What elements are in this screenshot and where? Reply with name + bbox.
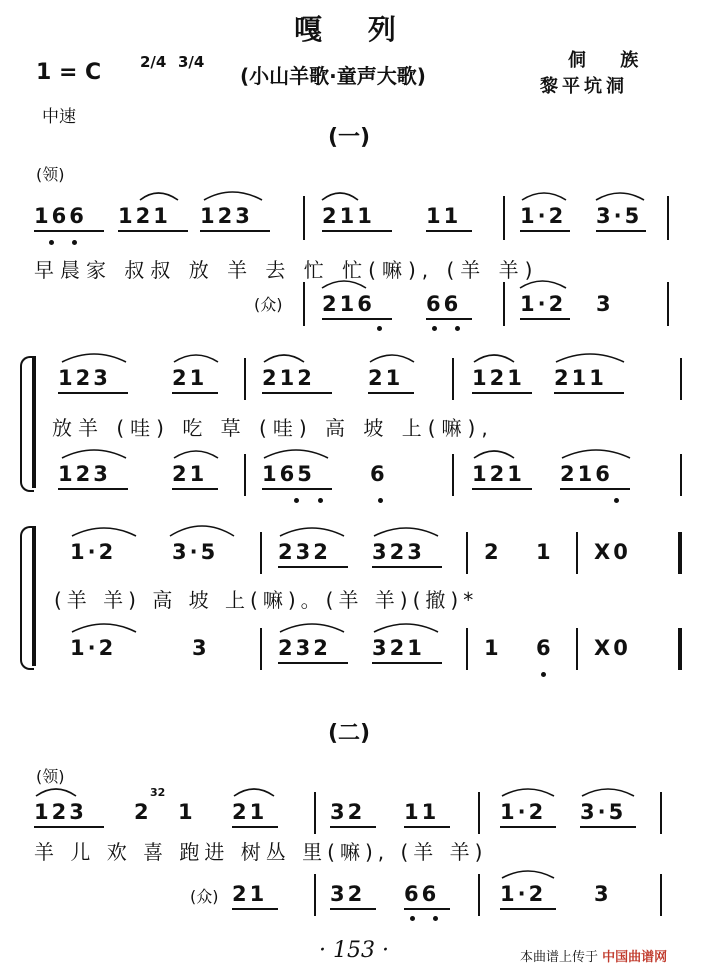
- slur: [562, 450, 630, 458]
- note-group: 2: [134, 800, 152, 824]
- note-group: 1·2: [500, 800, 547, 824]
- note-group: 1·2: [70, 540, 117, 564]
- slur: [502, 789, 554, 796]
- slur: [174, 451, 218, 458]
- lyrics-line: (羊 羊) 高 坡 上(嘛)。(羊 羊)(撤)*: [54, 588, 479, 612]
- note-group: 123: [200, 204, 253, 228]
- slur: [36, 789, 76, 796]
- time-signature-2: 3/4: [178, 53, 205, 71]
- note-group: 212: [262, 366, 315, 390]
- lead-mark-2: (领): [36, 767, 65, 786]
- note-group: 232: [278, 636, 331, 660]
- note-group: 166: [34, 204, 87, 228]
- slur: [596, 193, 644, 200]
- note-group: 1·2: [520, 204, 567, 228]
- note-group: 121: [472, 366, 525, 390]
- slur: [280, 528, 344, 536]
- slur: [522, 193, 566, 200]
- slur: [264, 450, 328, 458]
- slur: [374, 624, 438, 632]
- note-group: 121: [118, 204, 171, 228]
- footer-credit: [520, 946, 667, 965]
- note-group: 123: [58, 366, 111, 390]
- chorus-mark-1: (众): [254, 295, 283, 314]
- note-group: 11: [426, 204, 462, 228]
- note-group: 3·5: [580, 800, 627, 824]
- note-group: 32: [330, 800, 366, 824]
- slur: [174, 355, 218, 362]
- note-group: 11: [404, 800, 440, 824]
- note-group: 1: [484, 636, 502, 660]
- slur: [322, 193, 358, 200]
- slur: [170, 526, 234, 536]
- page-number: · 153 ·: [319, 938, 389, 963]
- place-name: 黎平坑洞: [540, 76, 628, 97]
- note-group: 6: [370, 462, 388, 486]
- slur: [474, 451, 514, 458]
- note-group: 211: [322, 204, 375, 228]
- grace-notes: 32: [150, 786, 166, 799]
- slur: [582, 789, 634, 796]
- note-group: X0: [594, 636, 631, 660]
- note-group: 21: [232, 882, 268, 906]
- note-group: 3·5: [596, 204, 643, 228]
- slur: [374, 528, 438, 536]
- slur: [62, 450, 126, 458]
- note-group: 66: [426, 292, 462, 316]
- note-group: 3: [192, 636, 210, 660]
- time-signature-1: 2/4: [140, 53, 167, 71]
- note-group: 3: [594, 882, 612, 906]
- slur: [72, 528, 136, 536]
- note-group: 6: [536, 636, 554, 660]
- lyrics-line: 早晨家 叔叔 放 羊 去 忙 忙(嘛), (羊 羊): [34, 258, 539, 282]
- slur: [204, 192, 262, 200]
- note-group: 21: [368, 366, 404, 390]
- note-group: 1: [178, 800, 196, 824]
- tempo-marking: 中速: [42, 107, 76, 127]
- note-group: 323: [372, 540, 425, 564]
- note-group: 32: [330, 882, 366, 906]
- ethnic-group: 侗 族: [568, 50, 653, 71]
- footer-text: 本曲谱上传于: [520, 950, 599, 965]
- note-group: 216: [560, 462, 613, 486]
- note-group: 66: [404, 882, 440, 906]
- footer-site: 中国曲谱网: [602, 950, 668, 965]
- note-group: 121: [472, 462, 525, 486]
- section-label-1: (一): [328, 125, 371, 150]
- note-group: 1·2: [500, 882, 547, 906]
- slur: [140, 193, 178, 200]
- lyrics-line: 放羊 (哇) 吃 草 (哇) 高 坡 上(嘛),: [52, 416, 494, 440]
- chorus-mark-2: (众): [190, 887, 219, 906]
- note-group: 3·5: [172, 540, 219, 564]
- slur: [370, 355, 414, 362]
- note-group: 21: [172, 462, 208, 486]
- note-group: 211: [554, 366, 607, 390]
- note-group: X0: [594, 540, 631, 564]
- song-title: 嘎 列: [294, 13, 414, 46]
- note-group: 165: [262, 462, 315, 486]
- slur: [556, 354, 624, 362]
- note-group: 232: [278, 540, 331, 564]
- note-group: 1·2: [70, 636, 117, 660]
- slur: [234, 789, 274, 796]
- note-group: 216: [322, 292, 375, 316]
- slur: [62, 354, 126, 362]
- subtitle: (小山羊歌·童声大歌): [240, 64, 426, 88]
- note-group: 3: [596, 292, 614, 316]
- note-group: 123: [34, 800, 87, 824]
- slur: [474, 355, 514, 362]
- lead-mark-1: (领): [36, 165, 65, 184]
- section-label-2: (二): [328, 721, 371, 746]
- note-group: 2: [484, 540, 502, 564]
- key-signature-text: 1 = C: [36, 60, 102, 85]
- slur: [502, 871, 554, 878]
- note-group: 123: [58, 462, 111, 486]
- lyrics-line: 羊 儿 欢 喜 跑进 树丛 里(嘛), (羊 羊): [34, 840, 488, 864]
- slur: [264, 355, 304, 362]
- slur: [72, 624, 136, 632]
- note-group: 1·2: [520, 292, 567, 316]
- slur: [280, 624, 344, 632]
- note-group: 21: [172, 366, 208, 390]
- note-group: 321: [372, 636, 425, 660]
- note-group: 1: [536, 540, 554, 564]
- slur: [520, 281, 566, 288]
- note-group: 21: [232, 800, 268, 824]
- slur: [322, 281, 366, 288]
